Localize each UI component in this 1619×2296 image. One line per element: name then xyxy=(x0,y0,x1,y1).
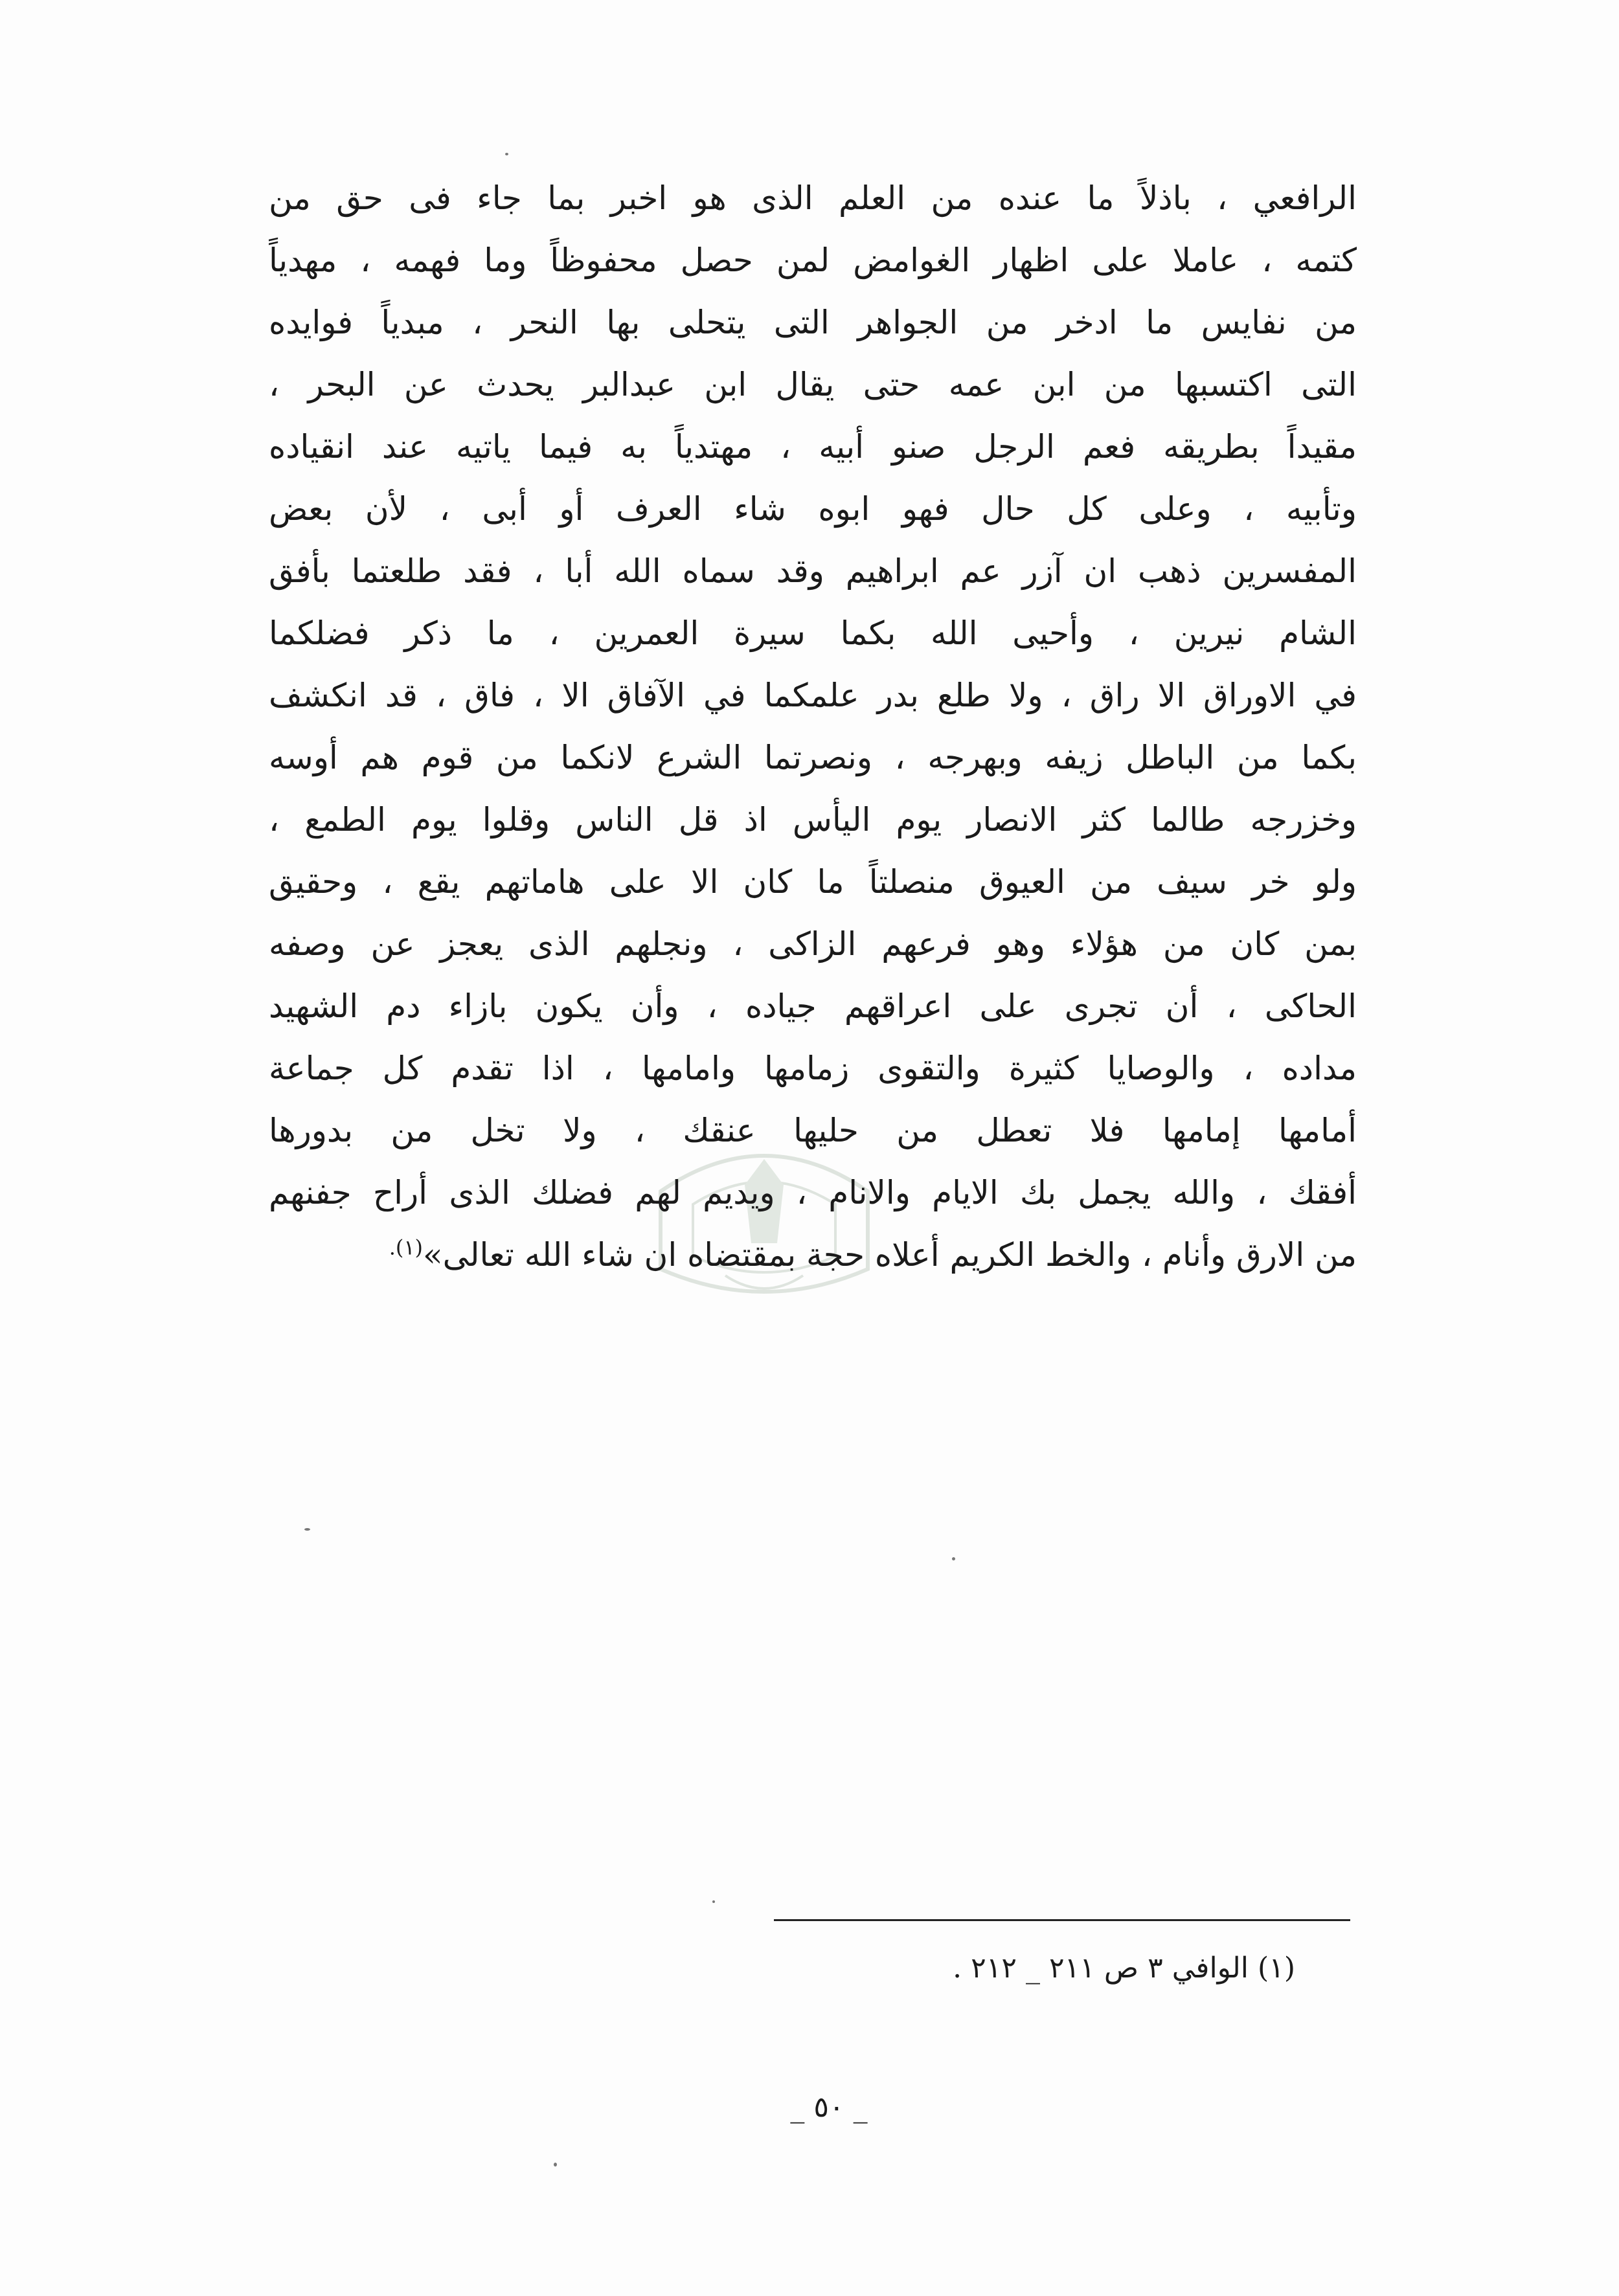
text-line-9: في الاوراق الا راق ، ولا طلع بدر علمكما في الآفاق الا ، فاق ، قد انكشف xyxy=(269,677,1357,714)
text-line-5: مقيداً بطريقه فعم الرجل صنو أبيه ، مهتدياً به فيما ياتيه عند انقياده xyxy=(269,428,1357,466)
text-line-18-content: من الارق وأنام ، والخط الكريم أعلاه حجة بمقتضاه ان شاء الله تعالى» xyxy=(423,1236,1357,1274)
text-line-18 xyxy=(269,1224,1357,1286)
text-line-4: التى اكتسبها من ابن عمه حتى يقال ابن عبدالبر يحدث عن البحر ، xyxy=(269,366,1357,403)
text-line-11: وخزرجه طالما كثر الانصار يوم اليأس اذ قل الناس وقلوا يوم الطمع ، xyxy=(269,801,1357,838)
text-line-8: الشام نيرين ، وأحيى الله بكما سيرة العمرين ، ما ذكر فضلكما xyxy=(269,614,1357,652)
scan-speck xyxy=(304,1528,310,1531)
text-line-15: مداده ، والوصايا كثيرة والتقوى زمامها وامامها ، اذا تقدم كل جماعة xyxy=(269,1050,1357,1087)
footnote: (١) الوافي ٣ ص ٢١١ _ ٢١٢ . xyxy=(953,1952,1295,1985)
footnote-divider xyxy=(774,1919,1350,1921)
text-line-1: الرافعي ، باذلاً ما عنده من العلم الذى هو اخبر بما جاء فى حق من xyxy=(269,179,1357,217)
text-line-12: ولو خر سيف من العيوق منصلتاً ما كان الا على هاماتهم يقع ، وحقيق xyxy=(269,863,1357,901)
text-line-17: أفقك ، والله يجمل بك الايام والانام ، ويديم لهم فضلك الذى أراح جفنهم xyxy=(269,1174,1357,1211)
main-text-block xyxy=(269,167,1357,1286)
scan-speck xyxy=(712,1900,715,1903)
text-line-7: المفسرين ذهب ان آزر عم ابراهيم وقد سماه الله أبا ، فقد طلعتما بأفق xyxy=(269,552,1357,590)
scan-speck xyxy=(505,153,508,155)
text-line-16: أمامها إمامها فلا تعطل من حليها عنقك ، ولا تخل من بدورها xyxy=(269,1112,1357,1149)
text-line-14: الحاكى ، أن تجرى على اعراقهم جياده ، وأن يكون بازاء دم الشهيد xyxy=(269,987,1357,1025)
text-line-6: وتأبيه ، وعلى كل حال فهو ابوه شاء العرف أو أبى ، لأن بعض xyxy=(269,490,1357,528)
text-line-2: كتمه ، عاملا على اظهار الغوامض لمن حصل محفوظاً وما فهمه ، مهدياً xyxy=(269,242,1357,279)
text-line-10: بكما من الباطل زيفه وبهرجه ، ونصرتما الشرع لانكما من قوم هم أوسه xyxy=(269,739,1357,776)
text-line-13: بمن كان من هؤلاء وهو فرعهم الزاكى ، ونجلهم الذى يعجز عن وصفه xyxy=(269,925,1357,963)
page-number: _ ٥٠ _ xyxy=(790,2091,868,2124)
scan-speck xyxy=(554,2163,557,2167)
text-line-3: من نفايس ما ادخر من الجواهر التى يتحلى بها النحر ، مبدياً فوايده xyxy=(269,304,1357,341)
scan-speck xyxy=(952,1557,955,1560)
footnote-marker: (١). xyxy=(389,1235,424,1260)
